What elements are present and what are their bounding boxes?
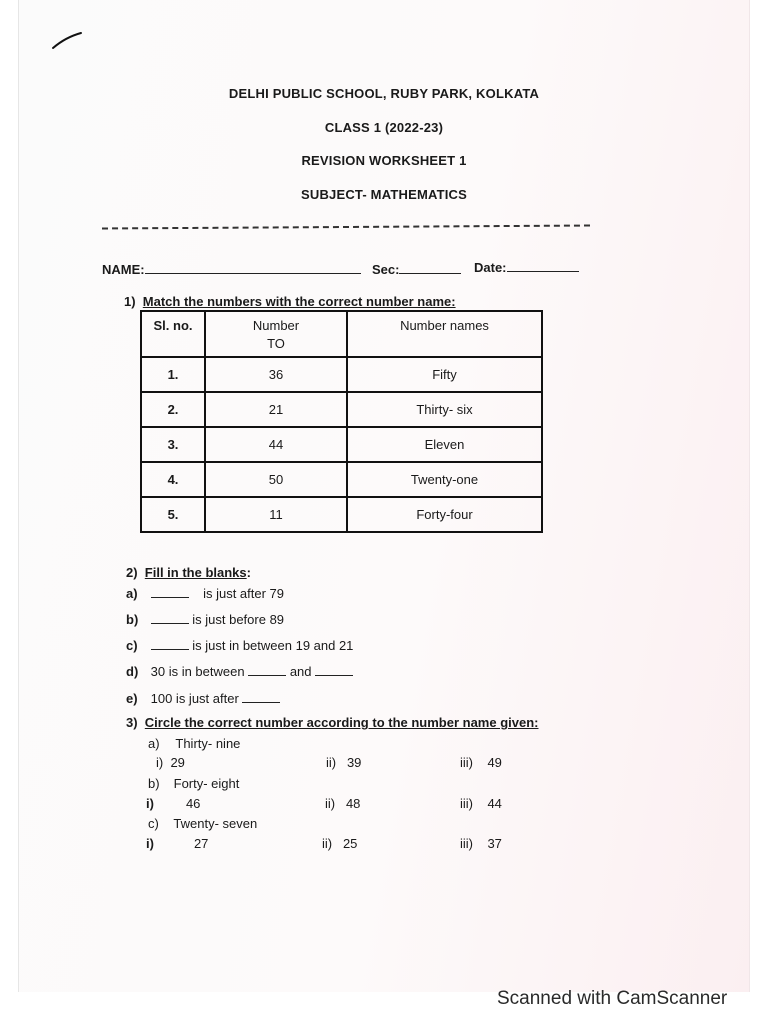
table-row — [141, 497, 542, 532]
part-label: c) — [148, 816, 159, 831]
q2-item-c — [126, 637, 353, 653]
part-number-name: Thirty- nine — [175, 736, 241, 751]
row-number-name: Fifty — [347, 357, 542, 392]
option-roman: ii) — [322, 836, 333, 851]
table-header-row — [141, 311, 542, 357]
part-label: a) — [148, 736, 160, 751]
option-roman: iii) — [460, 755, 473, 770]
row-number: 11 — [205, 497, 347, 532]
item-label: b) — [126, 612, 139, 627]
check-mark-icon — [50, 30, 84, 52]
option-roman: i) — [156, 755, 164, 770]
item-label: c) — [126, 638, 138, 653]
sec-field[interactable] — [372, 261, 461, 277]
scanner-watermark: Scanned with CamScanner — [497, 988, 728, 1009]
row-number-name: Thirty- six — [347, 392, 542, 427]
fill-blank[interactable] — [315, 663, 353, 676]
fill-blank[interactable] — [151, 585, 189, 598]
header-number-label: Number — [252, 318, 300, 333]
match-table — [140, 310, 543, 533]
option-i[interactable] — [146, 796, 200, 811]
item-text: is just in between 19 and 21 — [192, 638, 354, 653]
fill-blank[interactable] — [242, 690, 280, 703]
item-text: 30 is in between — [150, 664, 245, 679]
option-ii[interactable] — [322, 836, 357, 851]
fill-blank[interactable] — [151, 637, 189, 650]
option-ii[interactable] — [326, 755, 361, 770]
q1-title: Match the numbers with the correct number name: — [142, 294, 456, 309]
row-number-name: Forty-four — [347, 497, 542, 532]
date-label: Date: — [474, 260, 507, 275]
q2-heading — [126, 565, 251, 580]
q2-colon: : — [246, 565, 251, 580]
item-text: 100 is just after — [150, 691, 239, 706]
option-value: 39 — [346, 755, 362, 770]
row-number: 50 — [205, 462, 347, 497]
q2-item-a — [126, 585, 284, 601]
fill-blank[interactable] — [248, 663, 286, 676]
row-sl: 3. — [141, 427, 205, 462]
option-roman: iii) — [460, 836, 473, 851]
date-blank[interactable] — [507, 259, 579, 272]
option-value: 49 — [487, 755, 502, 770]
class-title: CLASS 1 (2022-23) — [324, 120, 444, 135]
q3-part-b — [148, 776, 239, 791]
q2-item-b — [126, 611, 284, 627]
row-number: 44 — [205, 427, 347, 462]
row-number: 21 — [205, 392, 347, 427]
name-label: NAME: — [102, 262, 145, 277]
option-value: 25 — [342, 836, 358, 851]
item-label: d) — [126, 664, 139, 679]
sec-blank[interactable] — [399, 261, 461, 274]
option-iii[interactable] — [460, 796, 502, 811]
option-value: 29 — [170, 755, 185, 770]
q1-number: 1) — [124, 294, 136, 309]
row-sl: 5. — [141, 497, 205, 532]
sec-label: Sec: — [372, 262, 400, 277]
q1-heading — [124, 294, 456, 309]
worksheet-title: REVISION WORKSHEET 1 — [301, 153, 467, 168]
option-i[interactable] — [146, 836, 208, 851]
option-value: 48 — [345, 796, 361, 811]
table-row — [141, 392, 542, 427]
q2-title: Fill in the blanks — [144, 565, 247, 580]
row-number: 36 — [205, 357, 347, 392]
q2-item-e — [126, 690, 280, 706]
q2-item-d — [126, 663, 353, 679]
q3-number: 3) — [126, 715, 138, 730]
header-sl-no: Sl. no. — [141, 311, 205, 357]
part-label: b) — [148, 776, 160, 791]
row-number-name: Twenty-one — [347, 462, 542, 497]
option-iii[interactable] — [460, 755, 502, 770]
option-i[interactable] — [156, 755, 185, 770]
row-sl: 1. — [141, 357, 205, 392]
option-value: 46 — [185, 796, 201, 811]
q2-number: 2) — [126, 565, 138, 580]
name-blank[interactable] — [145, 261, 361, 274]
subject-title: SUBJECT- MATHEMATICS — [300, 187, 468, 202]
option-roman: ii) — [325, 796, 336, 811]
option-value: 27 — [193, 836, 209, 851]
item-text: is just after 79 — [203, 586, 285, 601]
option-roman: i) — [146, 796, 154, 811]
part-number-name: Forty- eight — [173, 776, 240, 791]
item-text: is just before 89 — [192, 612, 285, 627]
item-label: a) — [126, 586, 138, 601]
item-text-and: and — [289, 664, 312, 679]
option-value: 44 — [487, 796, 502, 811]
option-ii[interactable] — [325, 796, 360, 811]
header-to-label: TO — [267, 336, 285, 351]
option-iii[interactable] — [460, 836, 502, 851]
row-number-name: Eleven — [347, 427, 542, 462]
item-label: e) — [126, 691, 138, 706]
q3-part-a — [148, 736, 240, 751]
option-roman: iii) — [460, 796, 473, 811]
q3-part-c — [148, 816, 257, 831]
row-sl: 4. — [141, 462, 205, 497]
name-field[interactable] — [102, 261, 361, 277]
header-number — [205, 311, 347, 357]
q3-title: Circle the correct number according to the number name given: — [144, 715, 539, 730]
school-name: DELHI PUBLIC SCHOOL, RUBY PARK, KOLKATA — [228, 86, 540, 101]
option-roman: ii) — [326, 755, 337, 770]
fill-blank[interactable] — [151, 611, 189, 624]
q3-heading — [126, 715, 539, 730]
table-row — [141, 357, 542, 392]
row-sl: 2. — [141, 392, 205, 427]
date-field[interactable] — [474, 259, 579, 275]
part-number-name: Twenty- seven — [173, 816, 258, 831]
table-row — [141, 427, 542, 462]
option-roman: i) — [146, 836, 154, 851]
option-value: 37 — [487, 836, 502, 851]
table-row — [141, 462, 542, 497]
header-number-names: Number names — [347, 311, 542, 357]
